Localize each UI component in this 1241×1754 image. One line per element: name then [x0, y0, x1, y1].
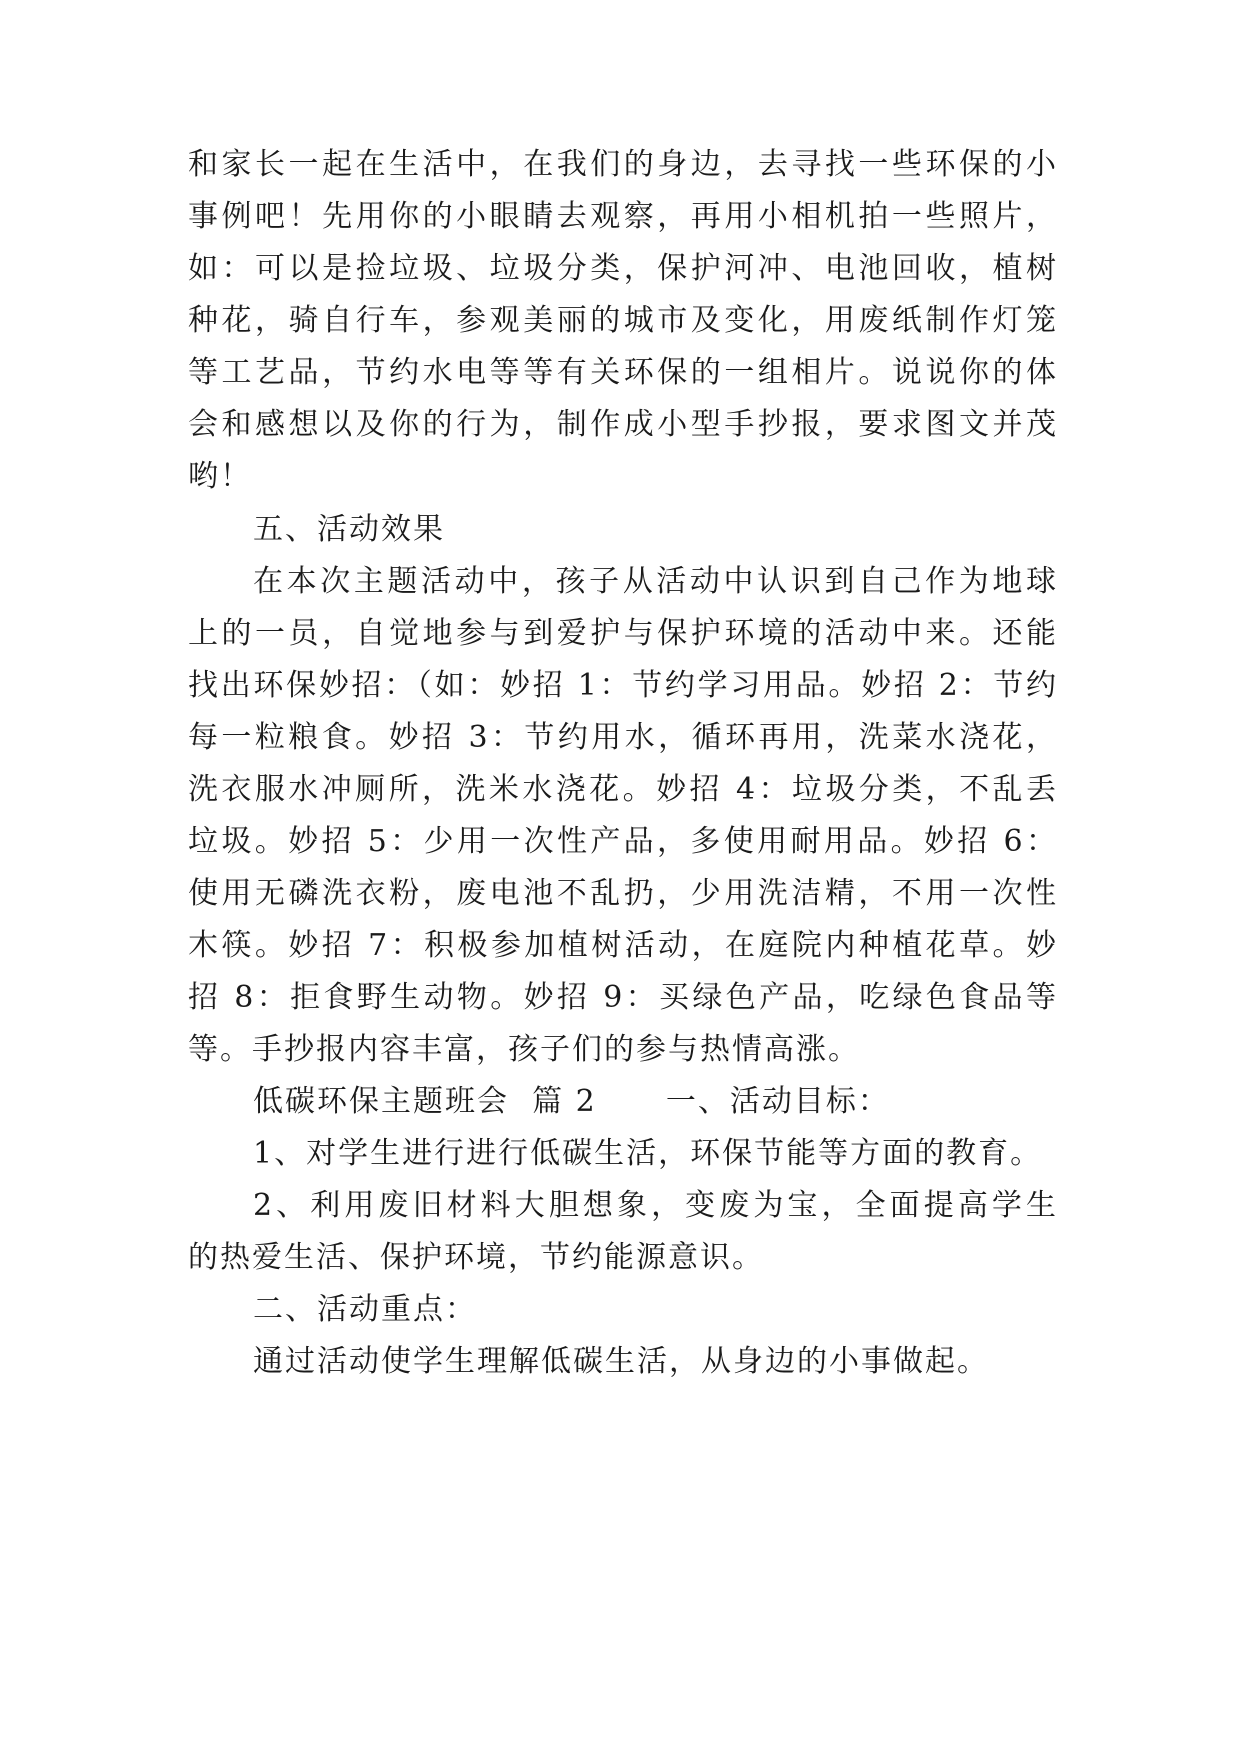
paragraph-line: 如：可以是捡垃圾、垃圾分类，保护河冲、电池回收，植树 [188, 251, 1058, 286]
paragraph-line: 等工艺品，节约水电等等有关环保的一组相片。说说你的体 [188, 355, 1058, 390]
paragraph-line: 招 8：拒食野生动物。妙招 9：买绿色产品，吃绿色食品等 [188, 980, 1058, 1015]
paragraph-line: 每一粒粮食。妙招 3：节约用水，循环再用，洗菜水浇花， [188, 720, 1058, 755]
paragraph-line: 洗衣服水冲厕所，洗米水浇花。妙招 4：垃圾分类，不乱丢 [188, 772, 1058, 807]
paragraph-line: 哟！ [188, 459, 252, 494]
paragraph-line: 找出环保妙招：（如：妙招 1：节约学习用品。妙招 2：节约 [188, 668, 1058, 703]
paragraph-line: 的热爱生活、保护环境，节约能源意识。 [188, 1240, 764, 1275]
paragraph-line: 垃圾。妙招 5：少用一次性产品，多使用耐用品。妙招 6： [188, 824, 1058, 859]
paragraph-line: 使用无磷洗衣粉，废电池不乱扔，少用洗洁精，不用一次性 [188, 876, 1058, 911]
section-heading: 五、活动效果 [253, 512, 445, 547]
paragraph-line: 通过活动使学生理解低碳生活，从身边的小事做起。 [253, 1344, 989, 1379]
section-heading: 二、活动重点： [253, 1292, 477, 1327]
paragraph-line: 和家长一起在生活中，在我们的身边，去寻找一些环保的小 [188, 147, 1058, 182]
paragraph-line: 上的一员，自觉地参与到爱护与保护环境的活动中来。还能 [188, 616, 1058, 651]
paragraph-line: 木筷。妙招 7：积极参加植树活动，在庭院内种植花草。妙 [188, 928, 1058, 963]
paragraph-line: 种花，骑自行车，参观美丽的城市及变化，用废纸制作灯笼 [188, 303, 1058, 338]
list-item: 2、利用废旧材料大胆想象，变废为宝，全面提高学生 [253, 1188, 1058, 1223]
paragraph-line: 等。手抄报内容丰富，孩子们的参与热情高涨。 [188, 1032, 860, 1067]
paragraph-line: 事例吧！先用你的小眼睛去观察，再用小相机拍一些照片， [188, 199, 1058, 234]
section-heading: 低碳环保主题班会 篇 2 一、活动目标： [253, 1084, 890, 1119]
list-item: 1、对学生进行进行低碳生活，环保节能等方面的教育。 [253, 1136, 1043, 1171]
paragraph-line: 会和感想以及你的行为，制作成小型手抄报，要求图文并茂 [188, 407, 1058, 442]
paragraph-line: 在本次主题活动中，孩子从活动中认识到自己作为地球 [253, 564, 1058, 599]
